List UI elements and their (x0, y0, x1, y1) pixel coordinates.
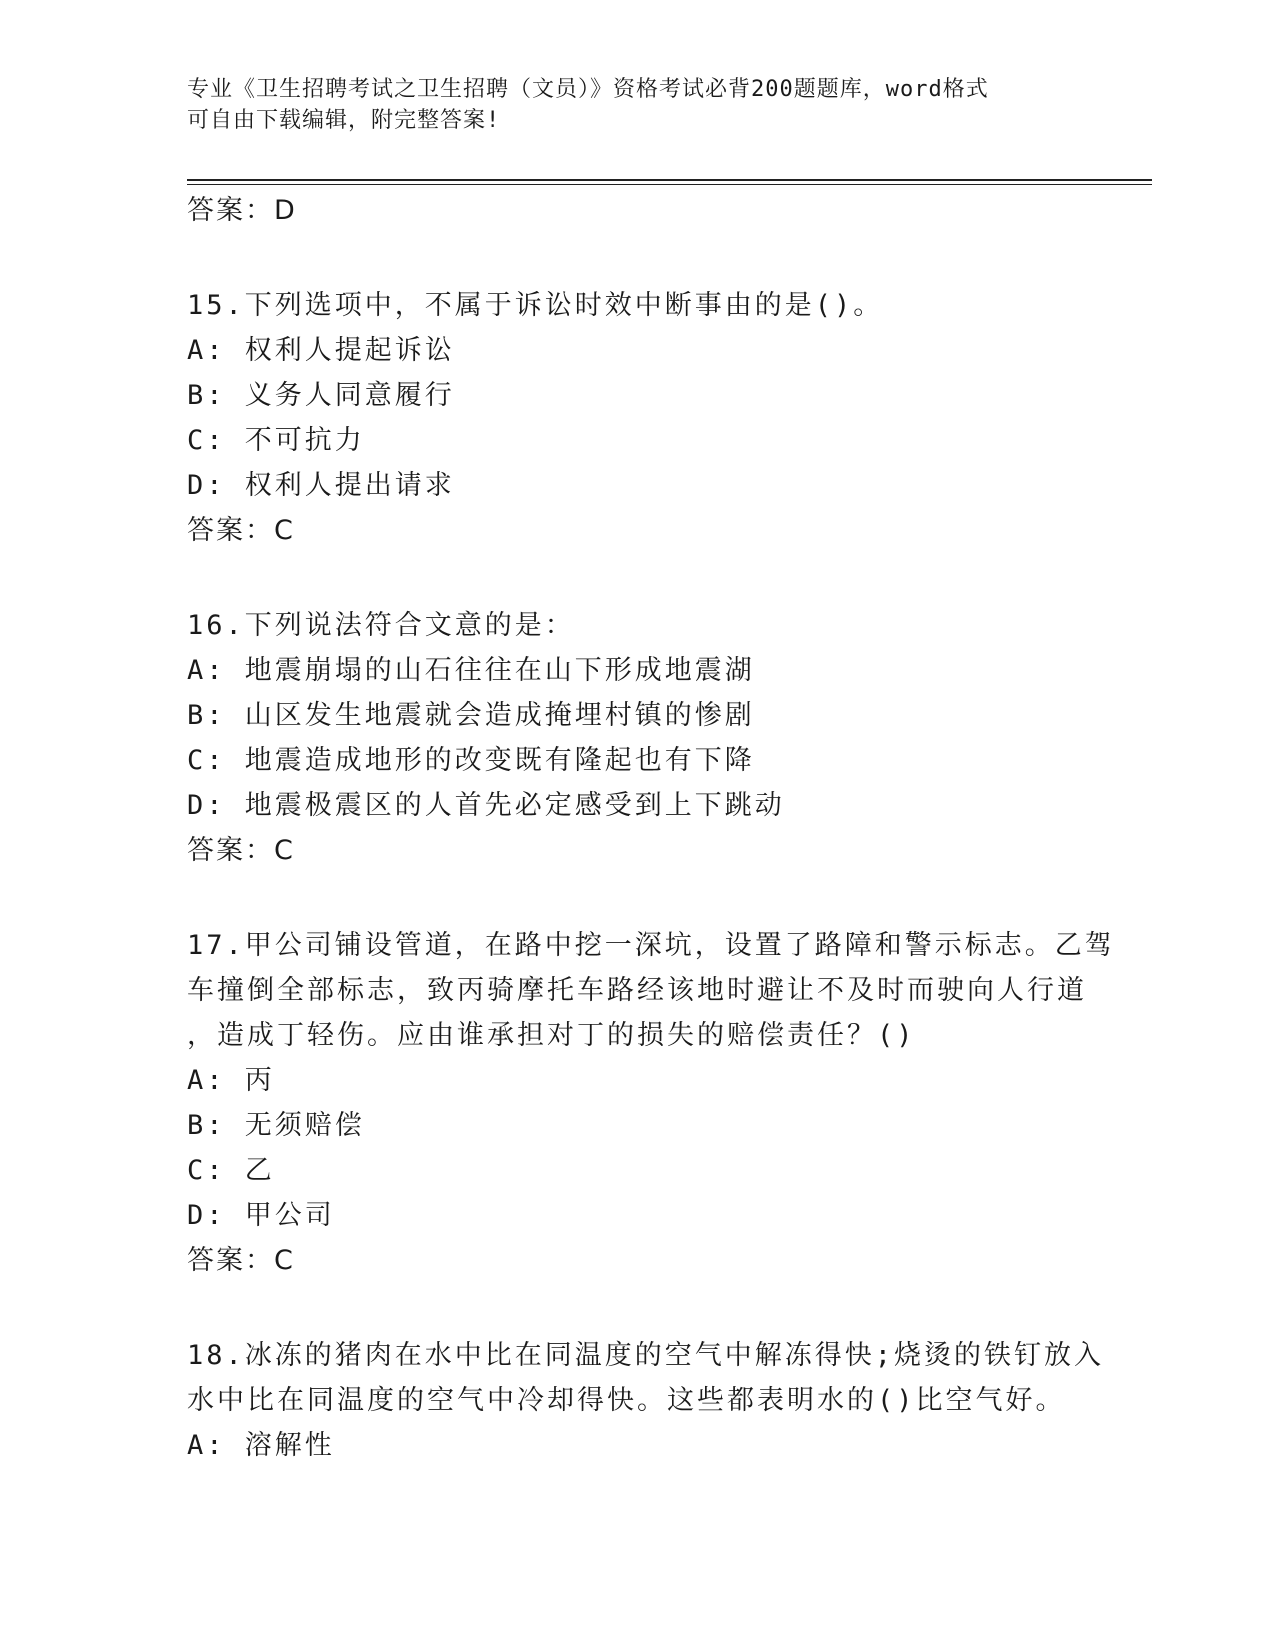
answer-previous: 答案：D (187, 195, 297, 226)
question-text-line-1: 17.甲公司铺设管道，在路中挖一深坑，设置了路障和警示标志。乙驾 (187, 930, 1115, 961)
header-line-2: 可自由下载编辑，附完整答案! (187, 108, 501, 133)
spacer (187, 233, 1087, 283)
option-d: D: 地震极震区的人首先必定感受到上下跳动 (187, 790, 785, 821)
option-c: C: 乙 (187, 1155, 275, 1186)
question-text-line-2: 水中比在同温度的空气中冷却得快。这些都表明水的()比空气好。 (187, 1385, 1066, 1416)
question-text-line-3: ，造成丁轻伤。应由谁承担对丁的损失的赔偿责任？() (187, 1020, 916, 1051)
answer: 答案：C (187, 515, 295, 546)
header-line-1: 专业《卫生招聘考试之卫生招聘（文员）》资格考试必背200题题库，word格式 (187, 77, 989, 102)
option-a: A: 溶解性 (187, 1430, 335, 1461)
option-d: D: 甲公司 (187, 1200, 335, 1231)
question-18 (187, 1333, 1105, 1468)
answer: 答案：C (187, 1245, 295, 1276)
document-header (187, 74, 1067, 136)
spacer (187, 873, 1087, 923)
spacer (187, 553, 1087, 603)
spacer (187, 1283, 1087, 1333)
option-a: A: 权利人提起诉讼 (187, 335, 455, 366)
question-body (187, 188, 1115, 1468)
option-c: C: 地震造成地形的改变既有隆起也有下降 (187, 745, 755, 776)
header-divider-thin (187, 184, 1152, 185)
option-d: D: 权利人提出请求 (187, 470, 455, 501)
option-b: B: 山区发生地震就会造成掩埋村镇的惨剧 (187, 700, 755, 731)
header-divider-thick (187, 179, 1152, 181)
option-b: B: 无须赔偿 (187, 1110, 365, 1141)
question-15 (187, 283, 1087, 553)
question-text: 15.下列选项中，不属于诉讼时效中断事由的是()。 (187, 290, 884, 321)
option-a: A: 丙 (187, 1065, 275, 1096)
answer: 答案：C (187, 835, 295, 866)
question-text: 16.下列说法符合文意的是： (187, 610, 575, 641)
question-text-line-1: 18.冰冻的猪肉在水中比在同温度的空气中解冻得快;烧烫的铁钉放入 (187, 1340, 1105, 1371)
option-c: C: 不可抗力 (187, 425, 365, 456)
option-a: A: 地震崩塌的山石往往在山下形成地震湖 (187, 655, 755, 686)
question-text-line-2: 车撞倒全部标志，致丙骑摩托车路经该地时避让不及时而驶向人行道 (187, 975, 1087, 1006)
question-16 (187, 603, 1087, 873)
question-17 (187, 923, 1115, 1283)
option-b: B: 义务人同意履行 (187, 380, 455, 411)
